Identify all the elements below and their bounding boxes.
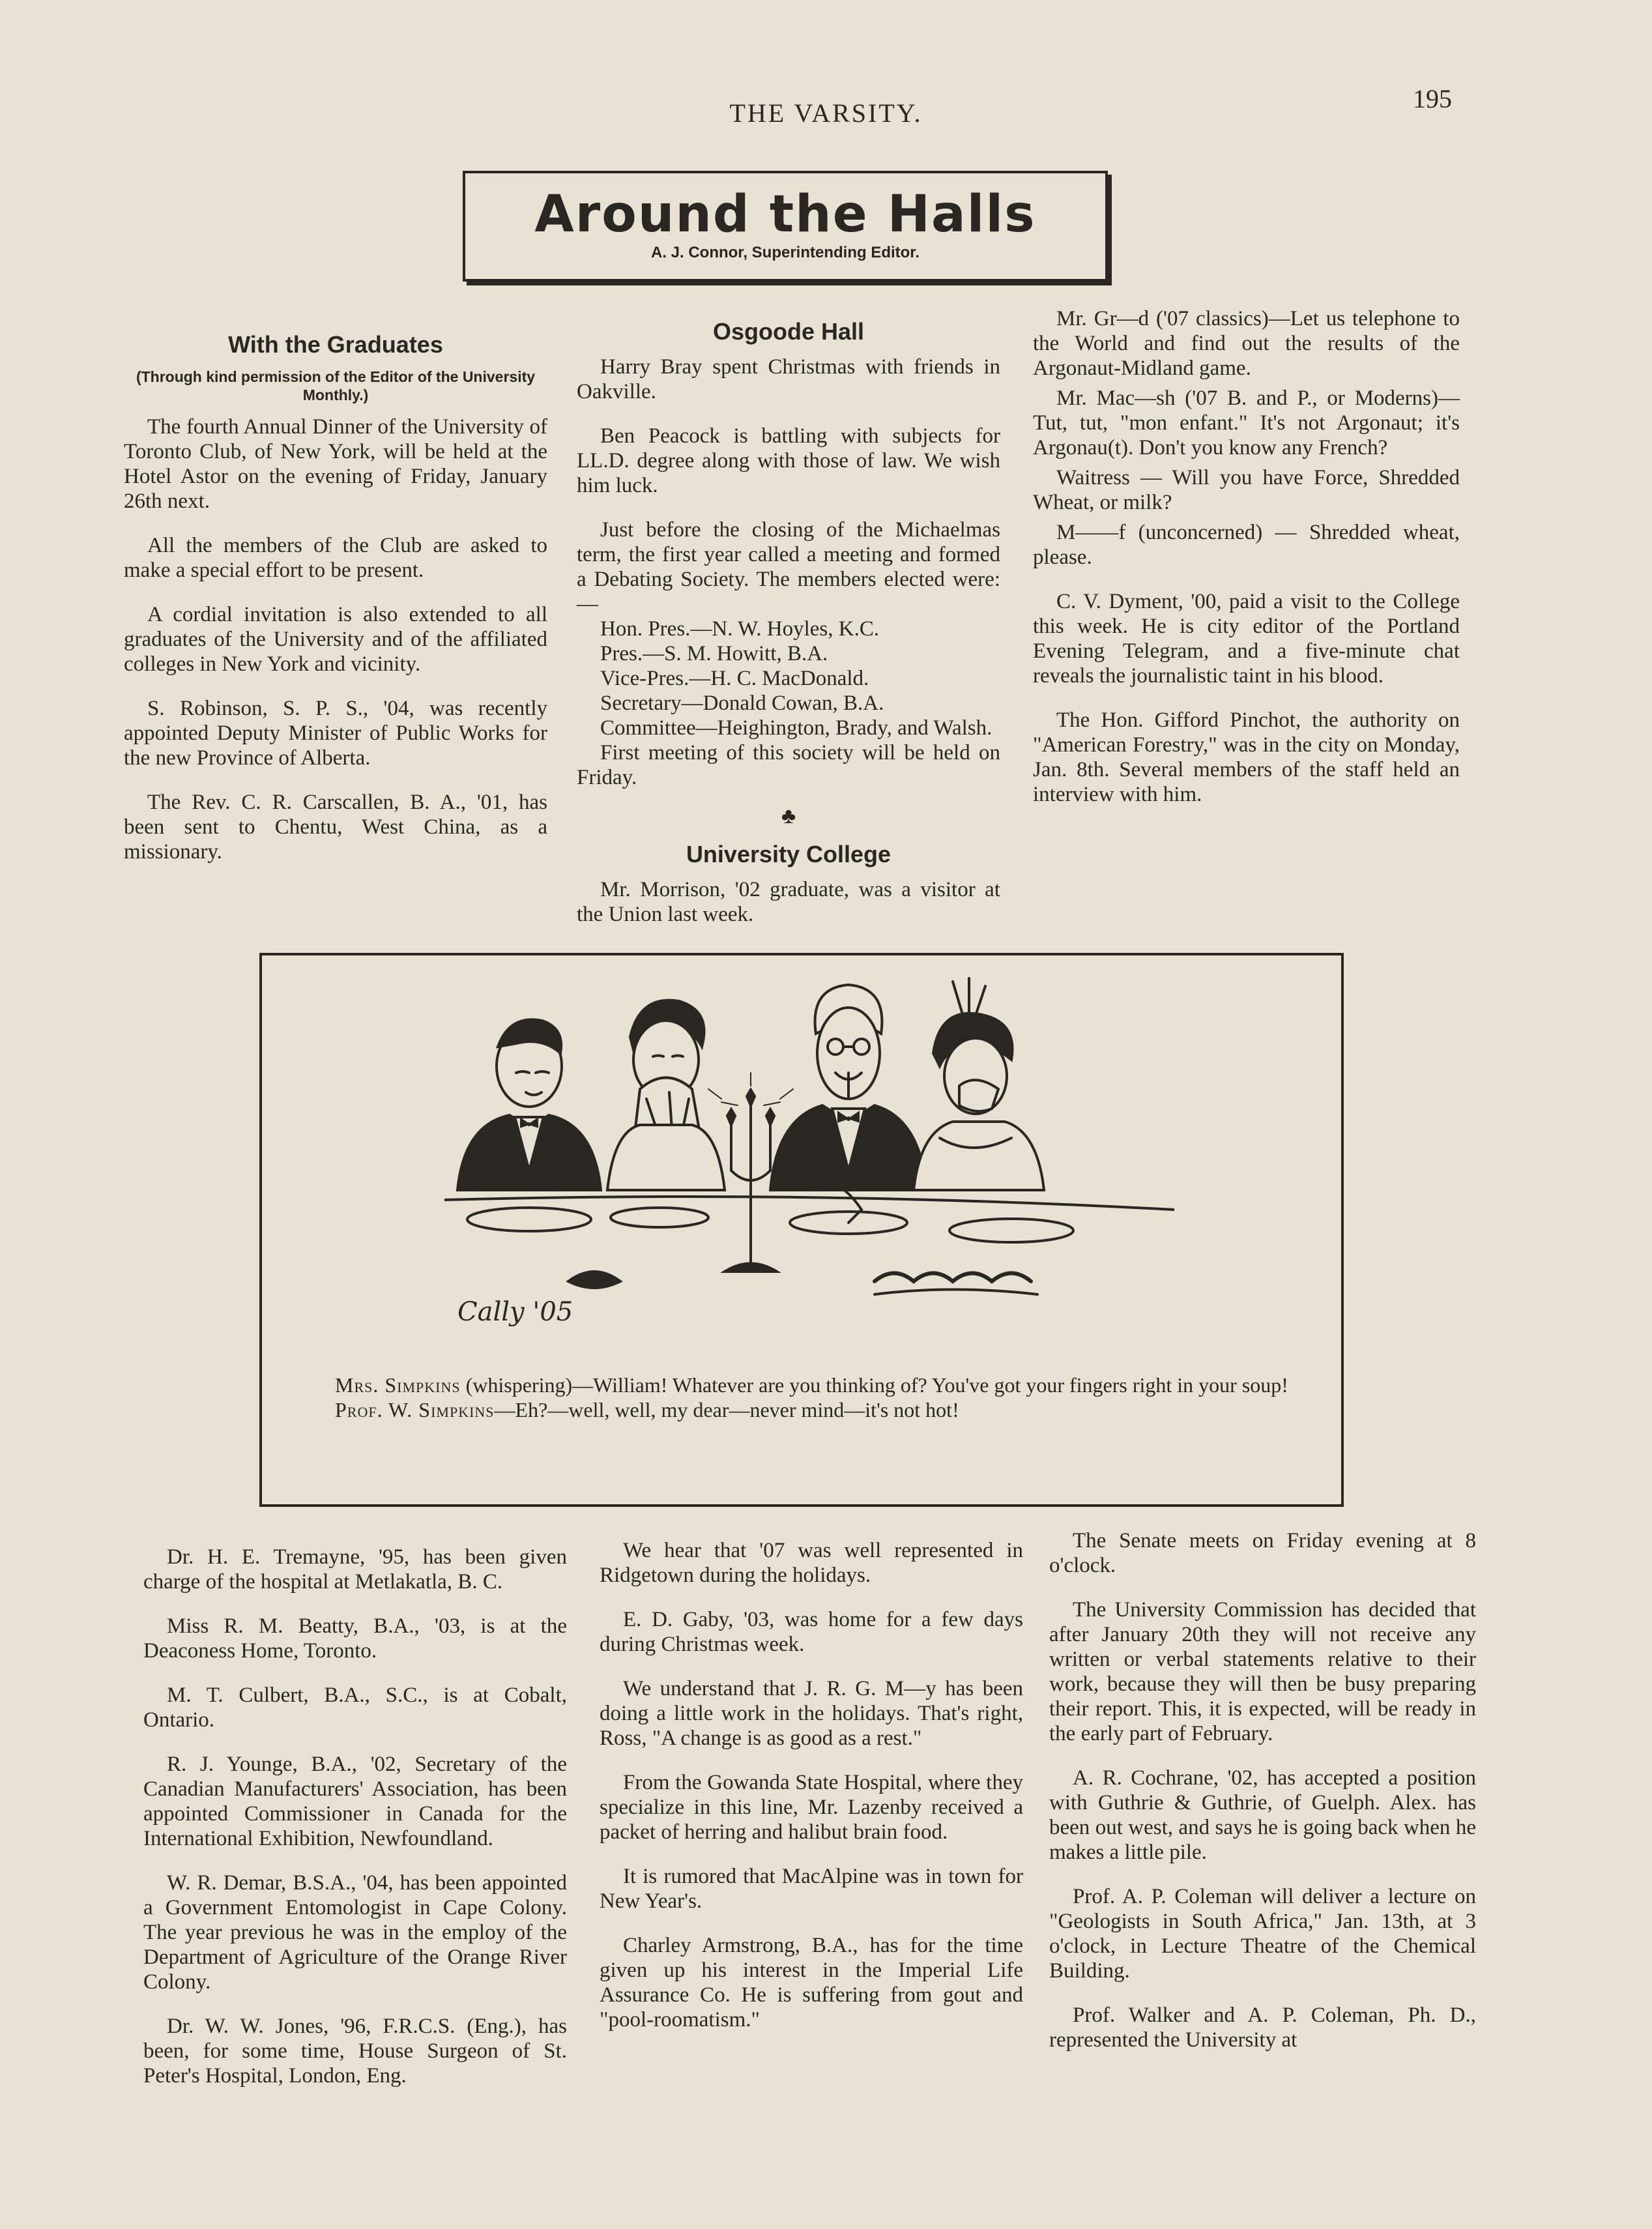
caption-text: (whispering)—William! Whatever are you thinking of? You've got your fingers right in your soup! <box>460 1373 1288 1397</box>
news-paragraph: We understand that J. R. G. M—y has been doing a little work in the holidays. That's right, Ross, "A change is as good as a rest." <box>600 1677 1023 1750</box>
list-item: Hon. Pres.—N. W. Hoyles, K.C. <box>600 617 880 641</box>
news-paragraph: Ben Peacock is battling with subjects for LL.D. degree along with those of law. We wish him luck. <box>577 424 1000 497</box>
running-head: THE VARSITY. <box>729 98 923 128</box>
news-paragraph: The Rev. C. R. Carscallen, B. A., '01, has been sent to Chentu, West China, as a missionary. <box>124 791 547 864</box>
news-paragraph: Dr. H. E. Tremayne, '95, has been given charge of the hospital at Metlakatla, B. C. <box>143 1545 567 1594</box>
news-paragraph: The fourth Annual Dinner of the University of Toronto Club, of New York, will be held at the Hotel Astor on the evening of Friday, January 26th next. <box>124 415 547 513</box>
permission-credit: (Through kind permission of the Editor of the University Monthly.) <box>136 368 536 403</box>
plate <box>949 1219 1073 1242</box>
news-paragraph: Just before the closing of the Michaelmas term, the first year called a meeting and formed a Debating Society. The members elected were: — <box>577 518 1000 616</box>
news-paragraph: E. D. Gaby, '03, was home for a few days during Christmas week. <box>600 1608 1023 1656</box>
section-masthead <box>463 171 1108 282</box>
news-paragraph: From the Gowanda State Hospital, where they specialize in this line, Mr. Lazenby received a packet of herring and halibut brain food. <box>600 1771 1023 1844</box>
column-graduates <box>124 332 547 884</box>
news-paragraph: Mr. Gr—d ('07 classics)—Let us telephone to the World and find out the results of the Argonaut-Midland game. <box>1033 307 1460 380</box>
news-paragraph: Miss R. M. Beatty, B.A., '03, is at the Deaconess Home, Toronto. <box>143 1614 567 1663</box>
news-paragraph: Prof. A. P. Coleman will deliver a lecture on "Geologists in South Africa," Jan. 13th, at 3 o'clock, in Lecture Theatre of the Chemical Building. <box>1049 1885 1476 1983</box>
column-osgoode-university <box>577 319 1000 946</box>
news-paragraph: M. T. Culbert, B.A., S.C., is at Cobalt, Ontario. <box>143 1683 567 1732</box>
news-paragraph: All the members of the Club are asked to make a special effort to be present. <box>124 534 547 582</box>
section-title: Around the Halls <box>534 185 1036 244</box>
news-paragraph: Dr. W. W. Jones, '96, F.R.C.S. (Eng.), has been, for some time, House Surgeon of St. Peter's Hospital, London, Eng. <box>143 2015 567 2088</box>
cartoon-caption <box>295 1373 1311 1422</box>
news-paragraph: M——f (unconcerned) — Shredded wheat, please. <box>1033 521 1460 569</box>
list-item: Secretary—Donald Cowan, B.A. <box>600 692 884 715</box>
news-paragraph: We hear that '07 was well represented in Ridgetown during the holidays. <box>600 1539 1023 1587</box>
news-paragraph: R. J. Younge, B.A., '02, Secretary of the Canadian Manufacturers' Association, has been appointed Commissioner in Canada for the International Exhibition, Newfoundland. <box>143 1753 567 1850</box>
news-paragraph: A. R. Cochrane, '02, has accepted a position with Guthrie & Guthrie, of Guelph. Alex. has been out west, and says he is going back when he makes a little pile. <box>1049 1766 1476 1864</box>
dinner-table-illustration <box>444 975 1174 1340</box>
caption-speaker: Mrs. Simpkins <box>335 1373 461 1397</box>
news-paragraph: S. Robinson, S. P. S., '04, was recently appointed Deputy Minister of Public Works for the new Province of Alberta. <box>124 697 547 770</box>
list-item: Pres.—S. M. Howitt, B.A. <box>600 642 828 665</box>
news-paragraph: Mr. Mac—sh ('07 B. and P., or Moderns)—Tut, tut, "mon enfant." It's not Argonaut; it's Argonau(t). Don't you know any French? <box>1033 386 1460 459</box>
news-paragraph: W. R. Demar, B.S.A., '04, has been appointed a Government Entomologist in Cape Colony. The year previous he was in the employ of the Department of Agriculture of the Orange River Colony. <box>143 1871 567 1994</box>
column-anecdotes <box>1033 306 1460 826</box>
news-paragraph: The University Commission has decided that after January 20th they will not receive any written or verbal statements relative to their work, because they will then be busy preparing their report. This, it is expected, will be ready in the early part of February. <box>1049 1598 1476 1745</box>
column-university-notes <box>1049 1528 1476 2072</box>
list-item: Vice-Pres.—H. C. MacDonald. <box>600 667 869 690</box>
news-paragraph: Harry Bray spent Christmas with friends in Oakville. <box>577 355 1000 403</box>
cartoon-frame <box>259 953 1344 1507</box>
news-paragraph: Waitress — Will you have Force, Shredded Wheat, or milk? <box>1033 466 1460 514</box>
officer-list <box>577 617 1000 740</box>
flower-garland <box>875 1274 1031 1282</box>
news-paragraph: First meeting of this society will be held on Friday. <box>577 741 1000 789</box>
news-paragraph: Mr. Morrison, '02 graduate, was a visitor at the Union last week. <box>577 878 1000 926</box>
page-number: 195 <box>1413 84 1452 113</box>
column-student-notes <box>600 1538 1023 2052</box>
news-paragraph: C. V. Dyment, '00, paid a visit to the College this week. He is city editor of the Portland Evening Telegram, and a five-minute chat reveals the journalistic taint in his blood. <box>1033 590 1460 688</box>
bowl <box>568 1272 620 1288</box>
caption-text: —Eh?—well, well, my dear—never mind—it's not hot! <box>494 1398 959 1421</box>
column-heading: University College <box>686 841 891 867</box>
column-heading: With the Graduates <box>228 331 443 358</box>
news-paragraph: Charley Armstrong, B.A., has for the time given up his interest in the Imperial Life Assurance Co. He is suffering from gout and "pool-roomatism." <box>600 1934 1023 2032</box>
plate <box>611 1208 708 1227</box>
artist-signature: Cally '05 <box>457 1297 573 1327</box>
figure-woman-with-napkin <box>607 1000 725 1190</box>
plate <box>467 1208 591 1231</box>
news-paragraph: It is rumored that MacAlpine was in town for New Year's. <box>600 1865 1023 1913</box>
caption-speaker: Prof. W. Simpkins <box>335 1398 495 1421</box>
news-paragraph: A cordial invitation is also extended to all graduates of the University and of the affiliated colleges in New York and vicinity. <box>124 603 547 676</box>
column-graduate-notes <box>143 1545 567 2108</box>
club-ornament-icon: ♣ <box>781 804 796 828</box>
column-heading: Osgoode Hall <box>712 318 865 345</box>
figure-professor <box>770 985 927 1223</box>
figure-young-man <box>457 1019 601 1190</box>
news-paragraph: Prof. Walker and A. P. Coleman, Ph. D., represented the University at <box>1049 2003 1476 2052</box>
news-paragraph: The Senate meets on Friday evening at 8 o'clock. <box>1049 1529 1476 1577</box>
news-paragraph: The Hon. Gifford Pinchot, the authority on "American Forestry," was in the city on Monday, Jan. 8th. Several members of the staff held an interview with him. <box>1033 708 1460 806</box>
section-editor-credit: A. J. Connor, Superintending Editor. <box>650 244 920 261</box>
list-item: Committee—Heighington, Brady, and Walsh. <box>600 716 993 740</box>
figure-woman-covering-face <box>914 978 1044 1190</box>
